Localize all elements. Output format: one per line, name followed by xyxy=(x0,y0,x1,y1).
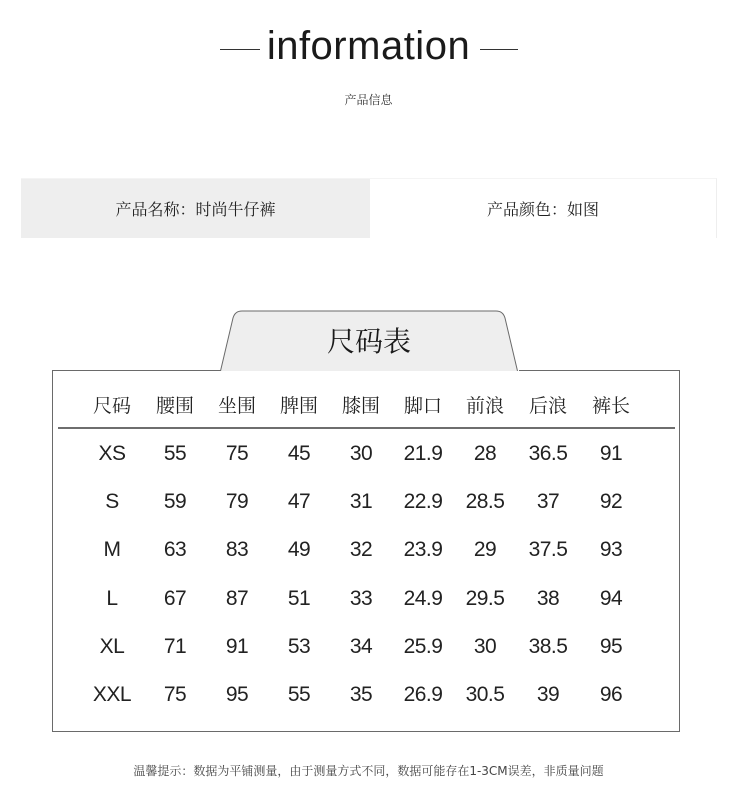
table-row xyxy=(0,632,737,662)
table-cell: 83 xyxy=(225,538,249,561)
page-title xyxy=(0,22,737,70)
product-info-strip xyxy=(21,178,717,238)
table-cell: 32 xyxy=(349,538,373,561)
table-cell: 26.9 xyxy=(403,683,443,706)
size-label: S xyxy=(105,490,119,513)
column-header: 后浪 xyxy=(528,395,567,417)
table-cell: 91 xyxy=(225,635,249,658)
table-cell: 37.5 xyxy=(528,538,568,561)
column-header: 尺码 xyxy=(92,395,131,417)
size-label: XS xyxy=(98,442,126,465)
product-name: 产品名称：时尚牛仔裤 xyxy=(21,179,370,238)
header-rule xyxy=(58,427,675,429)
table-cell: 30 xyxy=(349,442,373,465)
size-chart-tab xyxy=(220,310,518,371)
size-label: M xyxy=(103,538,121,561)
table-row xyxy=(0,439,737,469)
table-cell: 53 xyxy=(287,635,311,658)
table-cell: 33 xyxy=(349,587,373,610)
table-cell: 25.9 xyxy=(403,635,443,658)
page-title-text: information xyxy=(263,24,474,68)
table-cell: 34 xyxy=(349,635,373,658)
table-cell: 31 xyxy=(349,490,373,513)
table-row xyxy=(0,584,737,614)
column-header: 前浪 xyxy=(465,395,504,417)
column-header: 脾围 xyxy=(279,395,318,417)
column-header: 坐围 xyxy=(217,395,256,417)
table-cell: 29.5 xyxy=(465,587,505,610)
table-cell: 36.5 xyxy=(528,442,568,465)
table-cell: 92 xyxy=(599,490,623,513)
table-cell: 30 xyxy=(473,635,497,658)
size-label: XL xyxy=(99,635,125,658)
table-cell: 47 xyxy=(287,490,311,513)
table-cell: 30.5 xyxy=(465,683,505,706)
table-header-row xyxy=(0,390,737,420)
table-cell: 55 xyxy=(163,442,187,465)
table-cell: 55 xyxy=(287,683,311,706)
table-cell: 37 xyxy=(536,490,560,513)
table-cell: 39 xyxy=(536,683,560,706)
table-cell: 94 xyxy=(599,587,623,610)
table-cell: 71 xyxy=(163,635,187,658)
column-header: 裤长 xyxy=(591,395,630,417)
table-cell: 75 xyxy=(163,683,187,706)
table-cell: 95 xyxy=(599,635,623,658)
table-cell: 35 xyxy=(349,683,373,706)
table-cell: 51 xyxy=(287,587,311,610)
table-row xyxy=(0,487,737,517)
table-row xyxy=(0,680,737,710)
table-cell: 79 xyxy=(225,490,249,513)
footer-note: 温馨提示：数据为平铺测量，由于测量方式不同，数据可能存在1-3CM误差，非质量问题 xyxy=(133,764,604,778)
table-cell: 59 xyxy=(163,490,187,513)
table-cell: 22.9 xyxy=(403,490,443,513)
table-cell: 28 xyxy=(473,442,497,465)
size-chart-title: 尺码表 xyxy=(326,325,411,358)
table-cell: 96 xyxy=(599,683,623,706)
column-header: 脚口 xyxy=(403,395,442,417)
table-cell: 95 xyxy=(225,683,249,706)
size-label: L xyxy=(106,587,118,610)
table-cell: 38.5 xyxy=(528,635,568,658)
table-row xyxy=(0,535,737,565)
table-cell: 29 xyxy=(473,538,497,561)
table-cell: 24.9 xyxy=(403,587,443,610)
table-cell: 93 xyxy=(599,538,623,561)
table-cell: 49 xyxy=(287,538,311,561)
column-header: 腰围 xyxy=(155,395,194,417)
page-subtitle: 产品信息 xyxy=(344,93,393,107)
table-cell: 28.5 xyxy=(465,490,505,513)
table-cell: 63 xyxy=(163,538,187,561)
table-cell: 75 xyxy=(225,442,249,465)
table-cell: 38 xyxy=(536,587,560,610)
table-cell: 45 xyxy=(287,442,311,465)
table-cell: 21.9 xyxy=(403,442,443,465)
size-label: XXL xyxy=(92,683,132,706)
column-header: 膝围 xyxy=(341,395,380,417)
product-color: 产品颜色：如图 xyxy=(370,179,716,238)
table-cell: 87 xyxy=(225,587,249,610)
table-cell: 67 xyxy=(163,587,187,610)
table-cell: 91 xyxy=(599,442,623,465)
table-cell: 23.9 xyxy=(403,538,443,561)
